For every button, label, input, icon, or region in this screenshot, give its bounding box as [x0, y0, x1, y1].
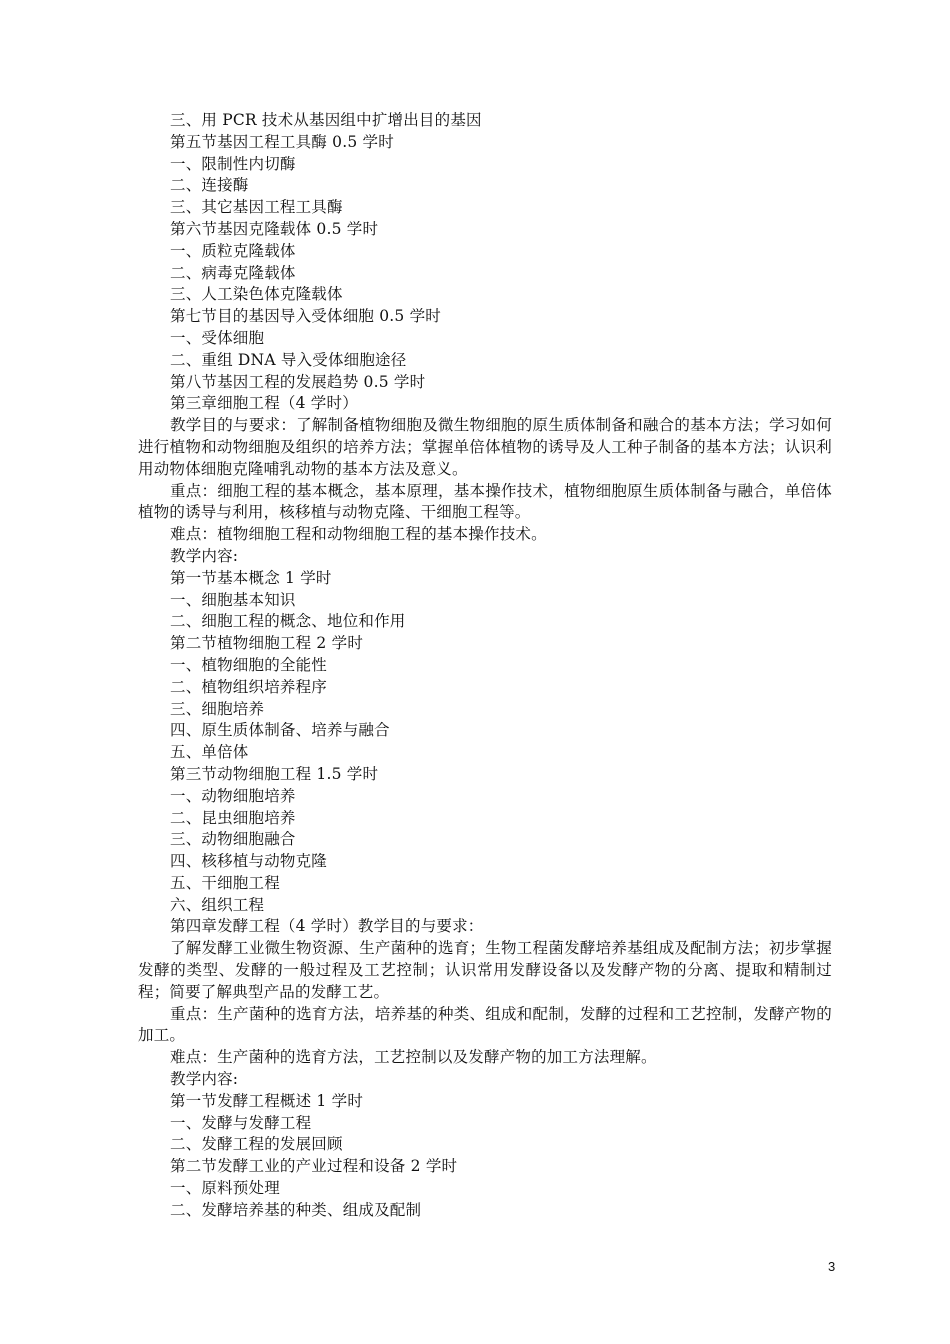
- text-line: 二、病毒克隆载体: [170, 263, 296, 282]
- text-line: 一、细胞基本知识: [170, 590, 296, 609]
- text-line: 四、核移植与动物克隆: [170, 852, 328, 871]
- text-line: 二、重组 DNA 导入受体细胞途径: [170, 350, 407, 369]
- text-line: 二、连接酶: [170, 176, 249, 195]
- text-line: 五、干细胞工程: [170, 873, 280, 892]
- section-heading: 第三节动物细胞工程 1.5 学时: [170, 764, 379, 783]
- text-line: 三、动物细胞融合: [170, 830, 296, 849]
- text-line: 五、单倍体: [170, 743, 249, 762]
- text-line: 教学内容:: [170, 546, 239, 565]
- section-heading: 第一节发酵工程概述 1 学时: [170, 1091, 364, 1110]
- section-heading: 第二节发酵工业的产业过程和设备 2 学时: [170, 1157, 458, 1176]
- text-line: 二、植物组织培养程序: [170, 677, 328, 696]
- text-line: 二、昆虫细胞培养: [170, 808, 296, 827]
- section-heading: 第五节基因工程工具酶 0.5 学时: [170, 132, 394, 151]
- paragraph-objectives: 了解发酵工业微生物资源、生产菌种的选育；生物工程菌发酵培养基组成及配制方法；初步掌握发酵的类型、发酵的一般过程及工艺控制；认识常用发酵设备以及发酵产物的分离、提取和精制过程；简要了解典型产品的发酵工艺。: [138, 939, 832, 1001]
- text-line: 教学内容:: [170, 1070, 239, 1089]
- text-line: 四、原生质体制备、培养与融合: [170, 721, 390, 740]
- text-line: 一、受体细胞: [170, 328, 265, 347]
- text-line: 二、细胞工程的概念、地位和作用: [170, 612, 406, 631]
- text-line: 一、发酵与发酵工程: [170, 1113, 312, 1132]
- section-heading: 第一节基本概念 1 学时: [170, 568, 332, 587]
- text-line: 一、植物细胞的全能性: [170, 655, 328, 674]
- text-line: 一、限制性内切酶: [170, 154, 296, 173]
- paragraph-objectives: 教学目的与要求：了解制备植物细胞及微生物细胞的原生质体制备和融合的基本方法；学习如何进行植物和动物细胞及组织的培养方法；掌握单倍体植物的诱导及人工种子制备的基本方法；认识利用动物体细胞克隆哺乳动物的基本方法及意义。: [138, 416, 832, 478]
- page-body: [138, 110, 832, 1222]
- text-line: 一、动物细胞培养: [170, 786, 296, 805]
- text-line: 三、其它基因工程工具酶: [170, 198, 343, 217]
- section-heading: 第二节植物细胞工程 2 学时: [170, 634, 364, 653]
- text-line: 难点：植物细胞工程和动物细胞工程的基本操作技术。: [170, 525, 547, 544]
- text-line: 三、人工染色体克隆载体: [170, 285, 343, 304]
- section-heading: 第七节目的基因导入受体细胞 0.5 学时: [170, 307, 442, 326]
- text-line: 三、细胞培养: [170, 699, 265, 718]
- paragraph-key-points: 重点：生产菌种的选育方法，培养基的种类、组成和配制，发酵的过程和工艺控制，发酵产物的加工。: [138, 1004, 832, 1045]
- paragraph-key-points: 重点：细胞工程的基本概念，基本原理，基本操作技术，植物细胞原生质体制备与融合，单倍体植物的诱导与利用，核移植与动物克隆、干细胞工程等。: [138, 481, 832, 522]
- chapter-heading: 第四章发酵工程（4 学时）教学目的与要求：: [170, 917, 484, 936]
- section-heading: 第六节基因克隆载体 0.5 学时: [170, 219, 379, 238]
- text-line: 二、发酵工程的发展回顾: [170, 1135, 343, 1154]
- section-heading: 第八节基因工程的发展趋势 0.5 学时: [170, 372, 426, 391]
- text-line: 一、质粒克隆载体: [170, 241, 296, 260]
- text-line: 二、发酵培养基的种类、组成及配制: [170, 1200, 422, 1219]
- text-line: 六、组织工程: [170, 895, 265, 914]
- text-line: 三、用 PCR 技术从基因组中扩增出目的基因: [170, 111, 482, 129]
- text-line: 难点：生产菌种的选育方法，工艺控制以及发酵产物的加工方法理解。: [170, 1048, 657, 1067]
- chapter-heading: 第三章细胞工程（4 学时）: [170, 394, 358, 413]
- text-line: 一、原料预处理: [170, 1179, 280, 1198]
- page-number: 3: [828, 1259, 836, 1274]
